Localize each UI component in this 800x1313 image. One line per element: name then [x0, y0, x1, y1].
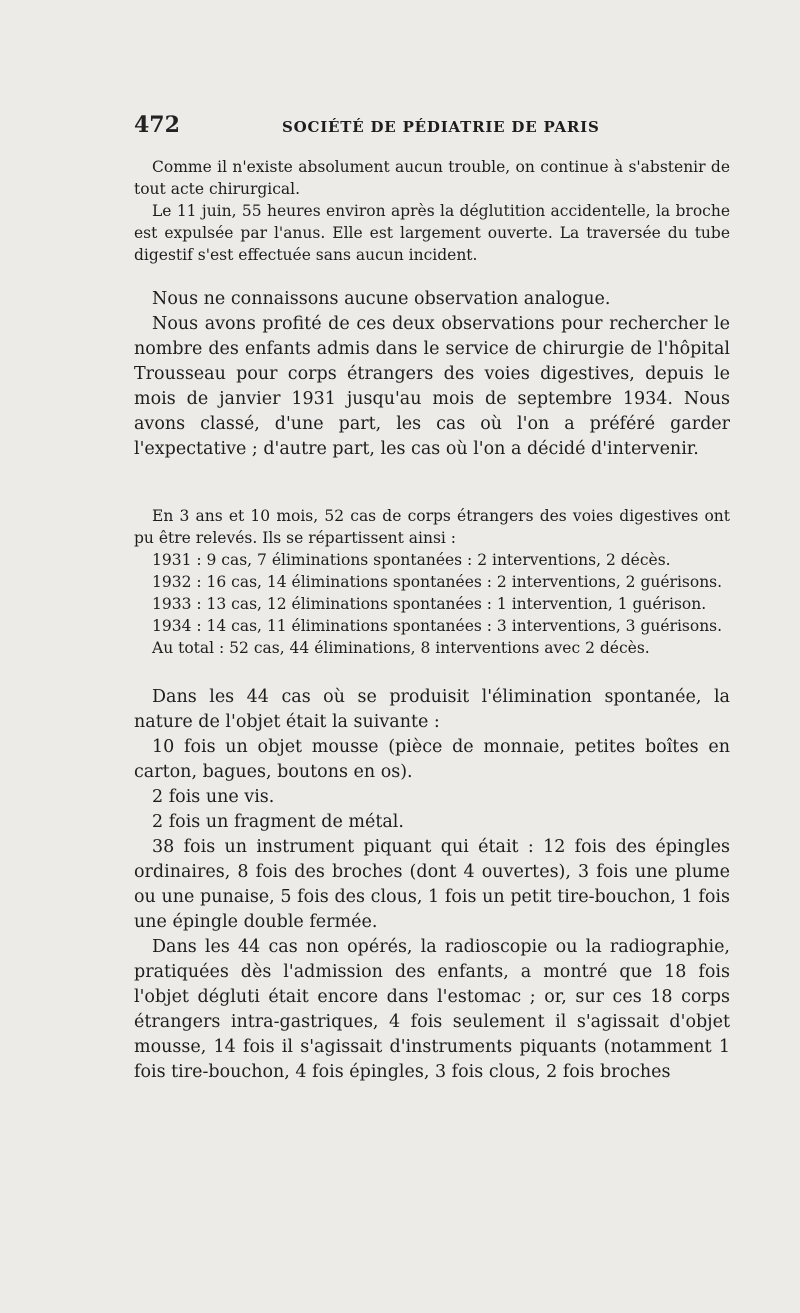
running-title: SOCIÉTÉ DE PÉDIATRIE DE PARIS: [282, 118, 600, 136]
paragraph: Nous ne connaissons aucune observation analogue.: [152, 289, 611, 309]
year-line-1934: 1934 : 14 cas, 11 éliminations spontanées : 3 interventions, 3 guérisons.: [152, 617, 723, 635]
paragraph: Dans les 44 cas non opérés, la radioscopie ou la radiographie, pratiquées dès l'admission des enfants, a montré que 18 fois l'objet dégluti était encore dans l'estomac ; or, sur ces 18 corps étrangers intra-gastriques, 4 fois seulement il s'agissait d'objet mousse, 14 fois il s'agissait d'instruments piquants (notamment 1 fois tire-bouchon, 4 fois épingles, 3 fois clous, 2 fois broches: [134, 937, 730, 1082]
year-line-1932: 1932 : 16 cas, 14 éliminations spontanées : 2 interventions, 2 guérisons.: [152, 573, 723, 591]
paragraph: Le 11 juin, 55 heures environ après la déglutition accidentelle, la broche est expulsée par l'anus. Elle est largement ouverte. La traversée du tube digestif s'est effectuée sans aucun incident.: [134, 202, 730, 264]
paragraph: Comme il n'existe absolument aucun trouble, on continue à s'abstenir de tout acte chirurgical.: [134, 158, 730, 198]
total-line: Au total : 52 cas, 44 éliminations, 8 interventions avec 2 décès.: [152, 639, 650, 657]
list-item: 38 fois un instrument piquant qui était : 12 fois des épingles ordinaires, 8 fois des broches (dont 4 ouvertes), 3 fois une plume ou une punaise, 5 fois des clous, 1 fois un petit tire-bouchon, 1 fois une épingle double fermée.: [134, 837, 730, 932]
list-item: 2 fois un fragment de métal.: [152, 812, 404, 832]
year-line-1931: 1931 : 9 cas, 7 éliminations spontanées : 2 interventions, 2 décès.: [152, 551, 671, 569]
paragraph: En 3 ans et 10 mois, 52 cas de corps étrangers des voies digestives ont pu être relevés. Ils se répartissent ainsi :: [134, 507, 730, 547]
paragraph-block-4: [134, 685, 730, 1085]
list-item: 10 fois un objet mousse (pièce de monnaie, petites boîtes en carton, bagues, boutons en os).: [134, 737, 730, 782]
paragraph-block-1: [134, 156, 730, 266]
paragraph-block-2: [134, 287, 730, 462]
list-item: 2 fois une vis.: [152, 787, 275, 807]
page-header: [134, 112, 730, 142]
statistics-block: [134, 505, 730, 659]
year-line-1933: 1933 : 13 cas, 12 éliminations spontanées : 1 intervention, 1 guérison.: [152, 595, 707, 613]
paragraph: Nous avons profité de ces deux observations pour rechercher le nombre des enfants admis dans le service de chirurgie de l'hôpital Trousseau pour corps étrangers des voies digestives, depuis le mois de janvier 1931 jusqu'au mois de septembre 1934. Nous avons classé, d'une part, les cas où l'on a préféré garder l'expectative ; d'autre part, les cas où l'on a décidé d'intervenir.: [134, 314, 730, 459]
paragraph: Dans les 44 cas où se produisit l'élimination spontanée, la nature de l'objet était la suivante :: [134, 687, 730, 732]
page-number: 472: [134, 112, 180, 138]
